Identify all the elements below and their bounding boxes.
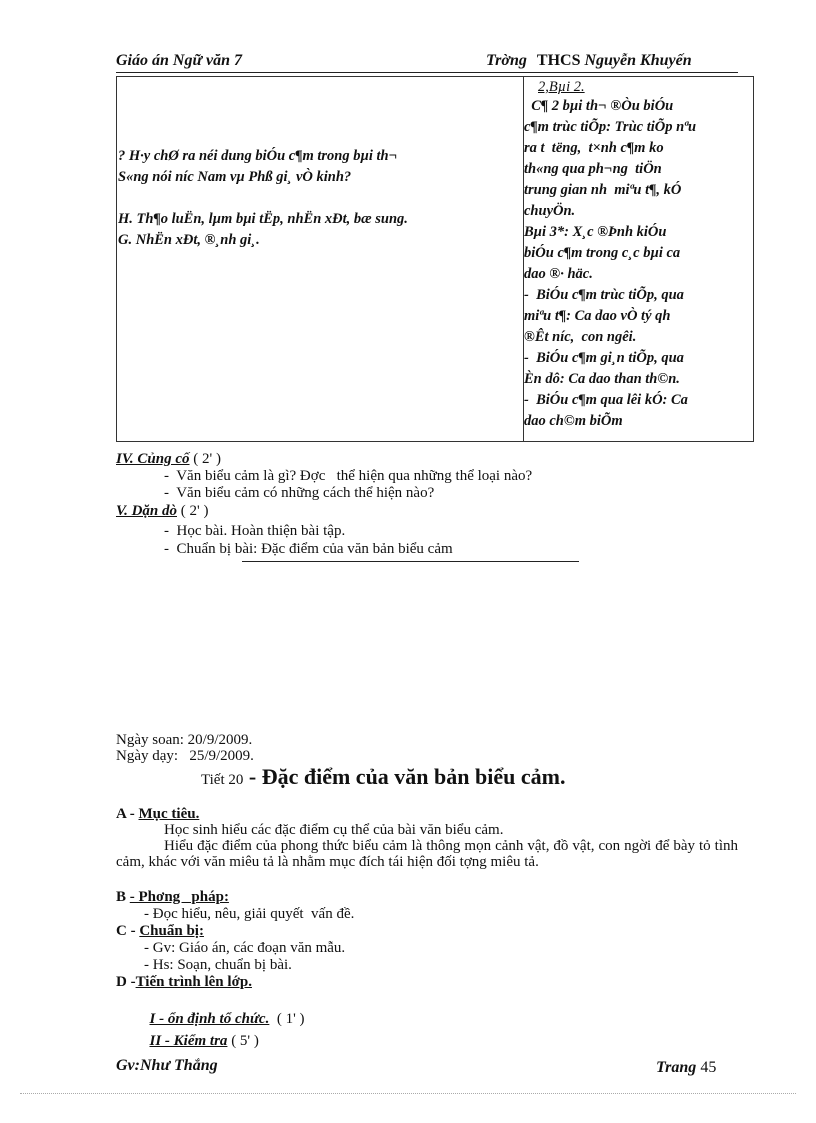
footer-page-label: Trang	[656, 1059, 697, 1076]
section-c-heading: Chuẩn bị:	[139, 923, 204, 939]
separator-rule	[242, 561, 579, 562]
section-v-heading: V. Dặn dò	[116, 503, 177, 519]
table-right-line: ®Êt níc, con ngêi.	[524, 329, 637, 345]
header-school-prefix: Trờng	[486, 52, 527, 69]
section-iv-item: - Văn biểu cảm có những cách thể hiện nào?	[164, 485, 435, 501]
table-cell-left	[117, 77, 524, 442]
table-right-line: - BiÓu c¶m qua lêi kÓ: Ca	[524, 392, 688, 408]
section-iv-heading: IV. Củng cố	[116, 451, 190, 467]
table-right-line: th«ng qua ph¬ng tiÖn	[524, 161, 662, 177]
table-right-line: Bµi 3*: X¸c ®Þnh kiÓu	[524, 224, 667, 240]
table-left-text	[118, 146, 518, 251]
section-v-item: - Chuẩn bị bài: Đặc điểm của văn bản biểu cảm	[164, 541, 453, 557]
section-v-item: - Học bài. Hoàn thiện bài tập.	[164, 523, 346, 539]
table-left-line	[118, 188, 518, 209]
step-1-time: ( 1' )	[269, 1011, 305, 1027]
table-right-line: biÓu c¶m trong c¸c bµi ca	[524, 245, 681, 261]
section-d-heading-row	[116, 974, 252, 990]
header-school	[486, 52, 692, 70]
table-right-line: - BiÓu c¶m gi¸n tiÕp, qua	[524, 350, 684, 366]
table-right-line: dao ®· häc.	[524, 266, 593, 282]
table-right-line: C¶ 2 bµi th¬ ®Òu biÓu	[524, 98, 674, 114]
table-right-line: dao ch©m biÕm	[524, 413, 623, 429]
table-left-line: H. Th¶o luËn, lµm bµi tËp, nhËn xÐt, bæ sung.	[118, 211, 408, 227]
table-right-heading: 2,Bµi 2.	[538, 79, 585, 95]
step-2-heading: II - Kiểm tra	[149, 1033, 228, 1049]
footer-teacher-name: Như Thắng	[139, 1057, 218, 1074]
section-iv-heading-row	[116, 451, 221, 467]
section-v-time: ( 2' )	[180, 503, 209, 519]
header-rule	[116, 72, 738, 73]
table-right-text	[524, 78, 756, 432]
section-a-heading: Mục tiêu.	[138, 806, 200, 822]
section-d-label: D -	[116, 974, 136, 990]
section-b-label: B	[116, 889, 130, 905]
section-c-item: - Hs: Soạn, chuẩn bị bài.	[144, 957, 292, 973]
step-2-time: ( 5' )	[227, 1033, 259, 1049]
footer-page	[656, 1059, 716, 1077]
table-right-line: trung gian nh miªu t¶, kÓ	[524, 182, 682, 198]
table-right-line: Èn dô: Ca dao than th©n.	[524, 371, 680, 387]
section-b-heading: - Phơng pháp:	[129, 889, 229, 905]
section-d-step-2	[142, 1017, 259, 1049]
section-a-paragraph-2: Hiểu đặc điểm của phong thức biểu cảm là thông mọn cảnh vật, đồ vật, con ngời để bày tỏ tình cảm, khác với văn miêu tả là nhằm mục đích tái hiện đối tợng miêu tả.	[116, 838, 738, 870]
table-right-line: - BiÓu c¶m trùc tiÕp, qua	[524, 287, 684, 303]
section-iv-item: - Văn biểu cảm là gì? Đợc thể hiện qua những thể loại nào?	[164, 468, 533, 484]
lesson-number: Tiết 20	[201, 772, 244, 788]
header-school-name: Nguyễn Khuyến	[584, 52, 692, 69]
table-left-line: ? H·y chØ ra néi dung biÓu c¶m trong bµi th¬	[118, 148, 398, 164]
section-a-heading-row	[116, 806, 199, 822]
table-right-line: chuyÖn.	[524, 203, 576, 219]
lesson-title: - Đặc điểm của văn bản biểu cảm.	[243, 764, 566, 789]
section-a-label: A -	[116, 806, 139, 822]
section-b-item: - Đọc hiểu, nêu, giải quyết vấn đề.	[144, 906, 355, 922]
section-c-item: - Gv: Giáo án, các đoạn văn mẫu.	[144, 940, 346, 956]
header-left: Giáo án Ngữ văn 7	[116, 52, 243, 69]
table-left-line: S«ng nói níc Nam vµ Phß gi¸ vÒ kinh?	[118, 169, 352, 185]
section-c-label: C -	[116, 923, 140, 939]
date-day: Ngày dạy: 25/9/2009.	[116, 748, 254, 764]
section-a-paragraph-1: Học sinh hiểu các đặc điểm cụ thể của bài văn biểu cảm.	[164, 822, 504, 838]
lesson-title-row	[201, 764, 565, 790]
footer-teacher	[116, 1057, 218, 1075]
section-v-heading-row	[116, 503, 208, 519]
footer-teacher-label: Gv:	[116, 1057, 140, 1074]
footer-page-number: 45	[700, 1059, 717, 1076]
table-right-line: miªu t¶: Ca dao vÒ tý qh	[524, 308, 671, 324]
table-right-line: ra t tëng, t×nh c¶m ko	[524, 140, 664, 156]
section-c-heading-row	[116, 923, 204, 939]
table-left-line: G. NhËn xÐt, ®¸nh gi¸.	[118, 232, 260, 248]
date-soan: Ngày soan: 20/9/2009.	[116, 732, 253, 748]
section-b-heading-row	[116, 889, 229, 905]
footer-dotted-rule	[20, 1093, 796, 1094]
header-school-type: THCS	[536, 52, 581, 69]
section-iv-time: ( 2' )	[193, 451, 221, 467]
table-right-line: c¶m trùc tiÕp: Trùc tiÕp nªu	[524, 119, 697, 135]
section-d-heading: Tiến trình lên lớp.	[135, 974, 252, 990]
step-1-heading: I - ổn định tổ chức.	[149, 1011, 270, 1027]
